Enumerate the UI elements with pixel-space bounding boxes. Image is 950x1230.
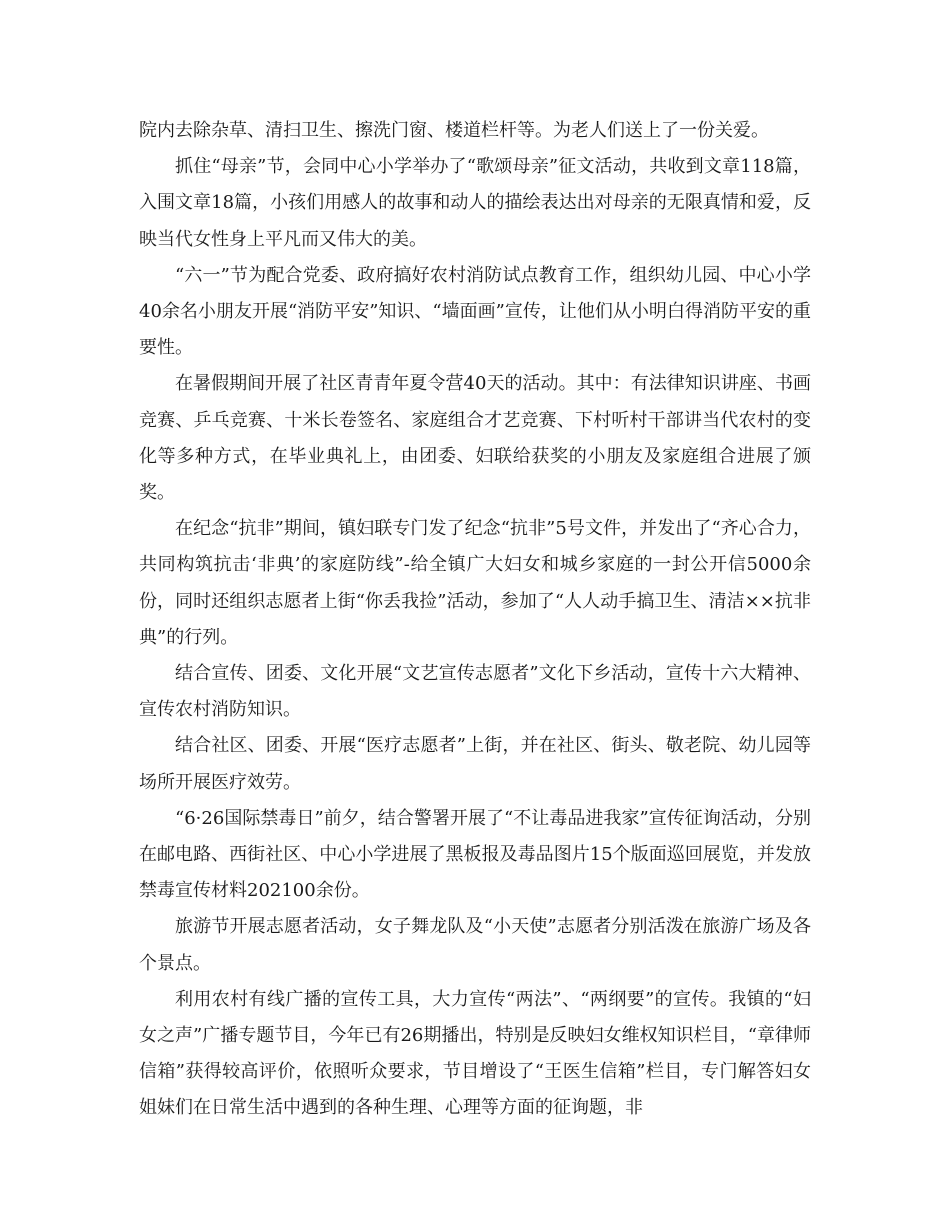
paragraph-mothers-day: 抓住“母亲”节，会同中心小学举办了“歌颂母亲”征文活动，共收到文章118篇，入围文章18篇，小孩们用感人的故事和动人的描绘表达出对母亲的无限真情和爱，反映当代女性身上平凡而又伟大的美。 [139,156,811,250]
document-body [139,113,811,1127]
paragraph-tourism-festival: 旅游节开展志愿者活动，女子舞龙队及“小天使”志愿者分别活泼在旅游广场及各个景点。 [139,916,811,974]
paragraph-medical-volunteers: 结合社区、团委、开展“医疗志愿者”上街，并在社区、街头、敬老院、幼儿园等场所开展医疗效劳。 [139,735,811,793]
paragraph-childrens-day: “六一”节为配合党委、政府搞好农村消防试点教育工作，组织幼儿园、中心小学40余名小朋友开展“消防平安”知识、“墙面画”宣传，让他们从小明白得消防平安的重要性。 [139,264,811,359]
paragraph-culture-volunteers: 结合宣传、团委、文化开展“文艺宣传志愿者”文化下乡活动，宣传十六大精神、宣传农村消防知识。 [139,663,811,721]
paragraph-anti-sars: 在纪念“抗非”期间，镇妇联专门发了纪念“抗非”5号文件，并发出了“齐心合力，共同构筑抗击‘非典’的家庭防线”-给全镇广大妇女和城乡家庭的一封公开信5000余份，同时还组织志愿者上街“你丢我捡”活动，参加了“人人动手搞卫生、清洁××抗非典”的行列。 [139,518,811,648]
paragraph-anti-drug-day: “6·26国际禁毒日”前夕，结合警署开展了“不让毒品进我家”宣传征询活动，分别在邮电路、西街社区、中心小学进展了黑板报及毒品图片15个版面巡回展览，并发放禁毒宣传材料202100余份。 [139,807,811,902]
paragraph-summer-camp: 在暑假期间开展了社区青青年夏令营40天的活动。其中：有法律知识讲座、书画竞赛、乒乓竞赛、十米长卷签名、家庭组合才艺竞赛、下村听村干部讲当代农村的变化等多种方式，在毕业典礼上，由团委、妇联给获奖的小朋友及家庭组合进展了颁奖。 [139,373,811,504]
paragraph-radio-broadcast: 利用农村有线广播的宣传工具，大力宣传“两法”、“两纲要”的宣传。我镇的“妇女之声”广播专题节目，今年已有26期播出，特别是反映妇女维权知识栏目，“章律师信箱”获得较高评价，依照听众要求，节目增设了“王医生信箱”栏目，专门解答妇女姐妹们在日常生活中遇到的各种生理、心理等方面的征询题，非 [139,988,811,1119]
paragraph-continued: 院内去除杂草、清扫卫生、擦洗门窗、楼道栏杆等。为老人们送上了一份关爱。 [139,120,769,141]
